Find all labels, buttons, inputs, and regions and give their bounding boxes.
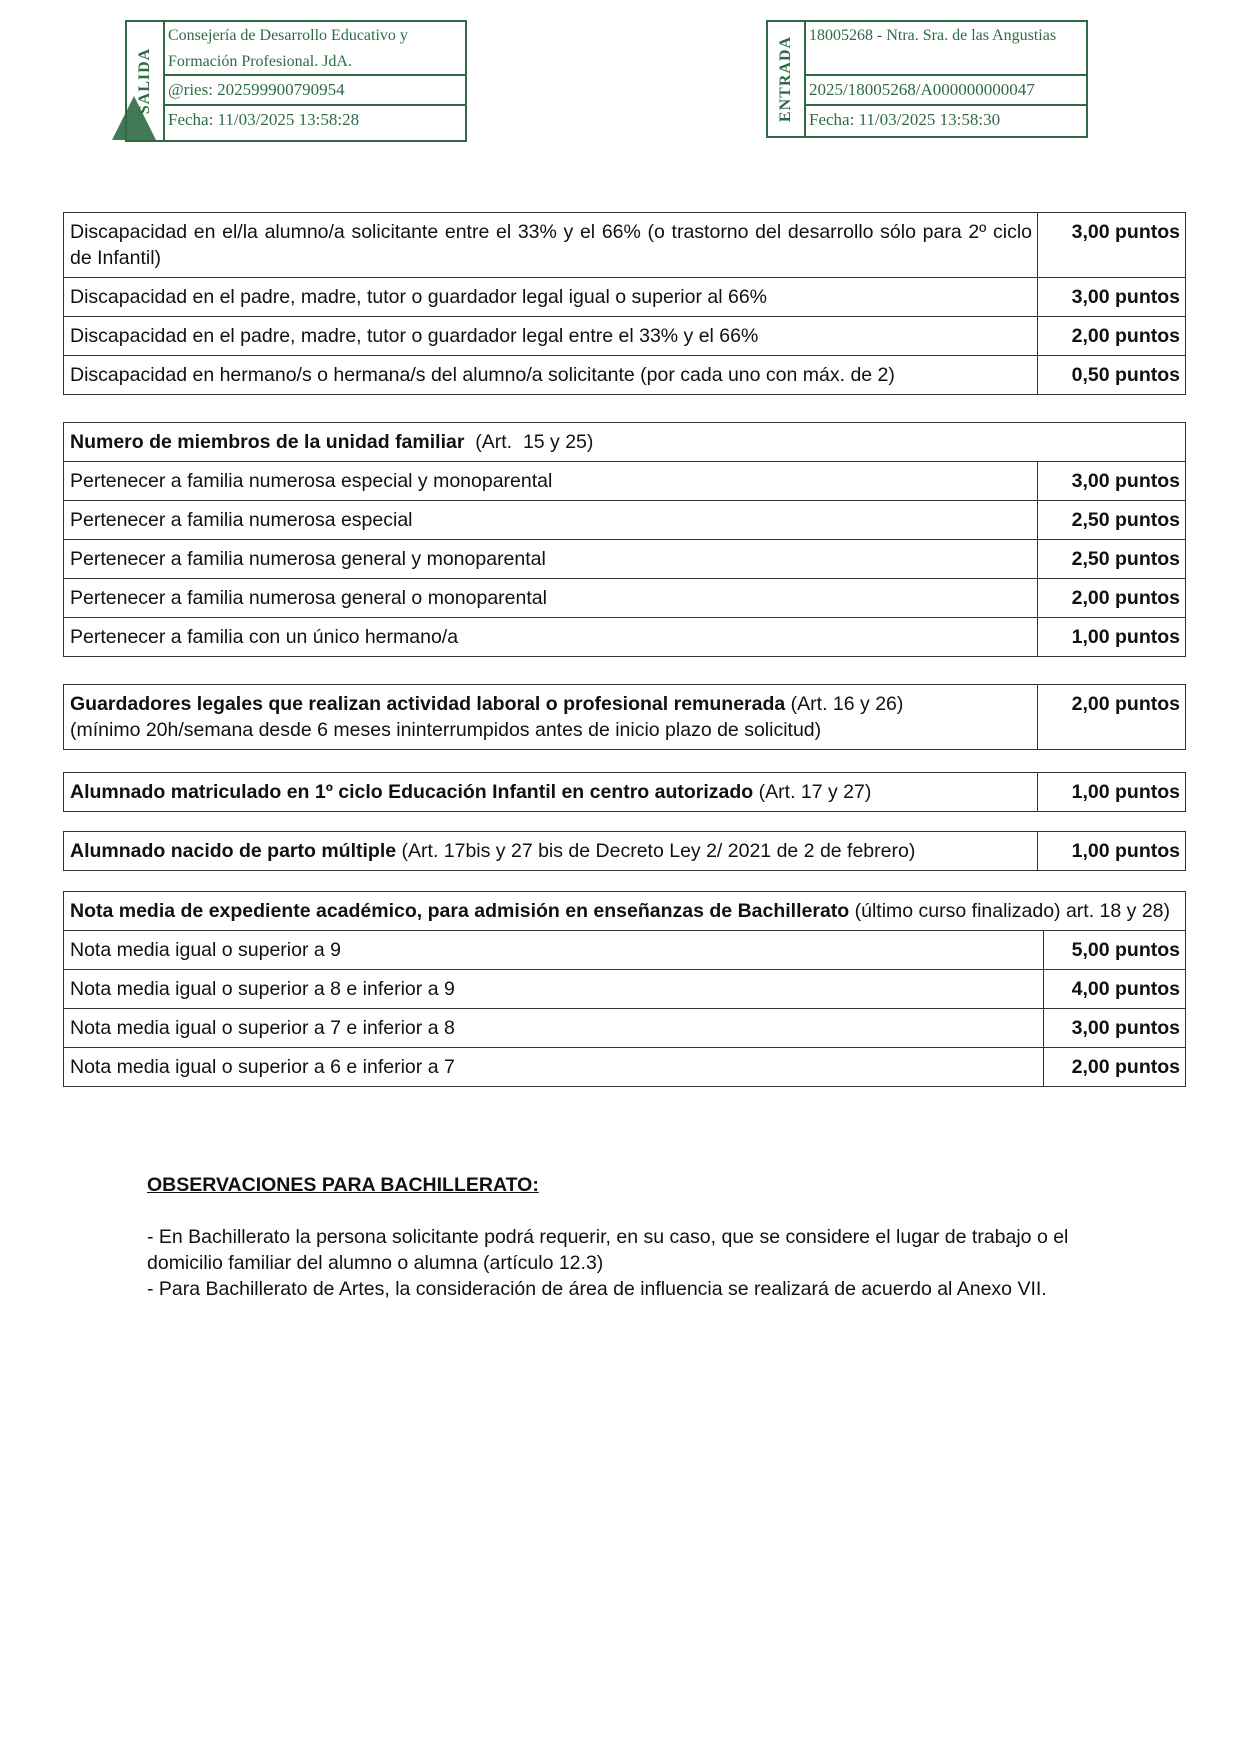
criterion-text: Nota media igual o superior a 8 e inferior a 9 <box>64 970 1044 1009</box>
criterion-text: Nota media igual o superior a 9 <box>64 931 1044 970</box>
guardadores-ref: (Art. 16 y 26) <box>785 693 904 715</box>
infantil-table <box>63 772 1186 812</box>
criterion-text: Pertenecer a familia con un único hermano/a <box>64 618 1038 657</box>
guardadores-text <box>64 685 1038 750</box>
criterion-points: 2,00 puntos <box>1038 685 1186 750</box>
criterion-text: Discapacidad en hermano/s o hermana/s del alumno/a solicitante (por cada uno con máx. de 2) <box>64 356 1038 395</box>
table-row <box>64 1048 1186 1087</box>
stamp-salida-label: SALIDA <box>136 47 153 115</box>
stamp-salida-org: Consejería de Desarrollo Educativo y Formación Profesional. JdA. <box>165 22 465 76</box>
observaciones-section <box>147 1172 1127 1302</box>
familia-header-title: Numero de miembros de la unidad familiar <box>70 431 465 453</box>
criterion-points: 2,50 puntos <box>1038 540 1186 579</box>
infantil-text <box>64 773 1038 812</box>
stamp-salida-fecha: Fecha: 11/03/2025 13:58:28 <box>168 110 360 129</box>
table-row <box>64 501 1186 540</box>
criterion-points: 1,00 puntos <box>1038 832 1186 871</box>
criterion-text: Nota media igual o superior a 7 e inferior a 8 <box>64 1009 1044 1048</box>
criterion-text: Nota media igual o superior a 6 e inferior a 7 <box>64 1048 1044 1087</box>
table-row <box>64 773 1186 812</box>
table-row <box>64 540 1186 579</box>
table-row <box>64 278 1186 317</box>
criterion-points: 1,00 puntos <box>1038 773 1186 812</box>
table-row <box>64 317 1186 356</box>
criterion-text: Pertenecer a familia numerosa especial y monoparental <box>64 462 1038 501</box>
criterion-points: 4,00 puntos <box>1044 970 1186 1009</box>
observaciones-line-1: - En Bachillerato la persona solicitante podrá requerir, en su caso, que se considere el lugar de trabajo o el domicilio familiar del alumno o alumna (artículo 12.3) <box>147 1226 1069 1274</box>
stamp-entrada-label: ENTRADA <box>777 35 794 123</box>
stamp-salida-ries: @ries: 202599900790954 <box>165 76 465 106</box>
table-header-row <box>64 423 1186 462</box>
stamp-entrada-side <box>768 22 806 136</box>
criterion-points: 2,00 puntos <box>1038 579 1186 618</box>
guardadores-note: (mínimo 20h/semana desde 6 meses ininterrumpidos antes de inicio plazo de solicitud) <box>70 719 822 741</box>
criterion-points: 3,00 puntos <box>1038 278 1186 317</box>
nota-header-ref: (último curso finalizado) art. 18 y 28) <box>849 900 1171 922</box>
parto-title: Alumnado nacido de parto múltiple <box>70 840 397 862</box>
guardadores-title: Guardadores legales que realizan actividad laboral o profesional remunerada <box>70 693 786 715</box>
criterion-points: 3,00 puntos <box>1038 213 1186 278</box>
observaciones-line-2: - Para Bachillerato de Artes, la consideración de área de influencia se realizará de acuerdo al Anexo VII. <box>147 1278 1047 1300</box>
stamp-entrada-registro: 2025/18005268/A000000000047 <box>806 76 1086 106</box>
criterion-text: Discapacidad en el/la alumno/a solicitante entre el 33% y el 66% (o trastorno del desarrollo sólo para 2º ciclo de Infantil) <box>64 213 1038 278</box>
nota-header-title: Nota media de expediente académico, para admisión en enseñanzas de Bachillerato <box>70 900 850 922</box>
criterion-points: 1,00 puntos <box>1038 618 1186 657</box>
table-header-row <box>64 892 1186 931</box>
guardadores-table <box>63 684 1186 750</box>
criterion-points: 0,50 puntos <box>1038 356 1186 395</box>
discapacidad-table <box>63 212 1186 395</box>
familia-header-ref: (Art. 15 y 25) <box>464 431 594 453</box>
criterion-points: 3,00 puntos <box>1044 1009 1186 1048</box>
stamp-entrada <box>766 20 1088 138</box>
familia-table <box>63 422 1186 657</box>
table-row <box>64 618 1186 657</box>
table-row <box>64 685 1186 750</box>
nota-table <box>63 891 1186 1087</box>
parto-ref: (Art. 17bis y 27 bis de Decreto Ley 2/ 2021 de 2 de febrero) <box>396 840 916 862</box>
criterion-points: 2,00 puntos <box>1044 1048 1186 1087</box>
criterion-points: 3,00 puntos <box>1038 462 1186 501</box>
infantil-title: Alumnado matriculado en 1º ciclo Educación Infantil en centro autorizado <box>70 781 754 803</box>
table-row <box>64 579 1186 618</box>
nota-header <box>64 892 1186 931</box>
table-row <box>64 1009 1186 1048</box>
table-row <box>64 462 1186 501</box>
criterion-text: Pertenecer a familia numerosa general o monoparental <box>64 579 1038 618</box>
criterion-points: 2,50 puntos <box>1038 501 1186 540</box>
table-row <box>64 832 1186 871</box>
table-row <box>64 356 1186 395</box>
observaciones-title: OBSERVACIONES PARA BACHILLERATO: <box>147 1174 539 1196</box>
table-row <box>64 213 1186 278</box>
infantil-ref: (Art. 17 y 27) <box>753 781 872 803</box>
criterion-text: Discapacidad en el padre, madre, tutor o guardador legal entre el 33% y el 66% <box>64 317 1038 356</box>
stamp-entrada-center: 18005268 - Ntra. Sra. de las Angustias <box>806 22 1086 76</box>
criterion-text: Pertenecer a familia numerosa especial <box>64 501 1038 540</box>
criterion-points: 5,00 puntos <box>1044 931 1186 970</box>
stamp-entrada-fecha: Fecha: 11/03/2025 13:58:30 <box>809 110 1001 129</box>
criterion-points: 2,00 puntos <box>1038 317 1186 356</box>
table-row <box>64 970 1186 1009</box>
stamp-salida <box>125 20 467 142</box>
criterion-text: Discapacidad en el padre, madre, tutor o guardador legal igual o superior al 66% <box>64 278 1038 317</box>
familia-header <box>64 423 1186 462</box>
junta-logo <box>112 96 156 140</box>
parto-text <box>64 832 1038 871</box>
parto-table <box>63 831 1186 871</box>
table-row <box>64 931 1186 970</box>
criterion-text: Pertenecer a familia numerosa general y monoparental <box>64 540 1038 579</box>
